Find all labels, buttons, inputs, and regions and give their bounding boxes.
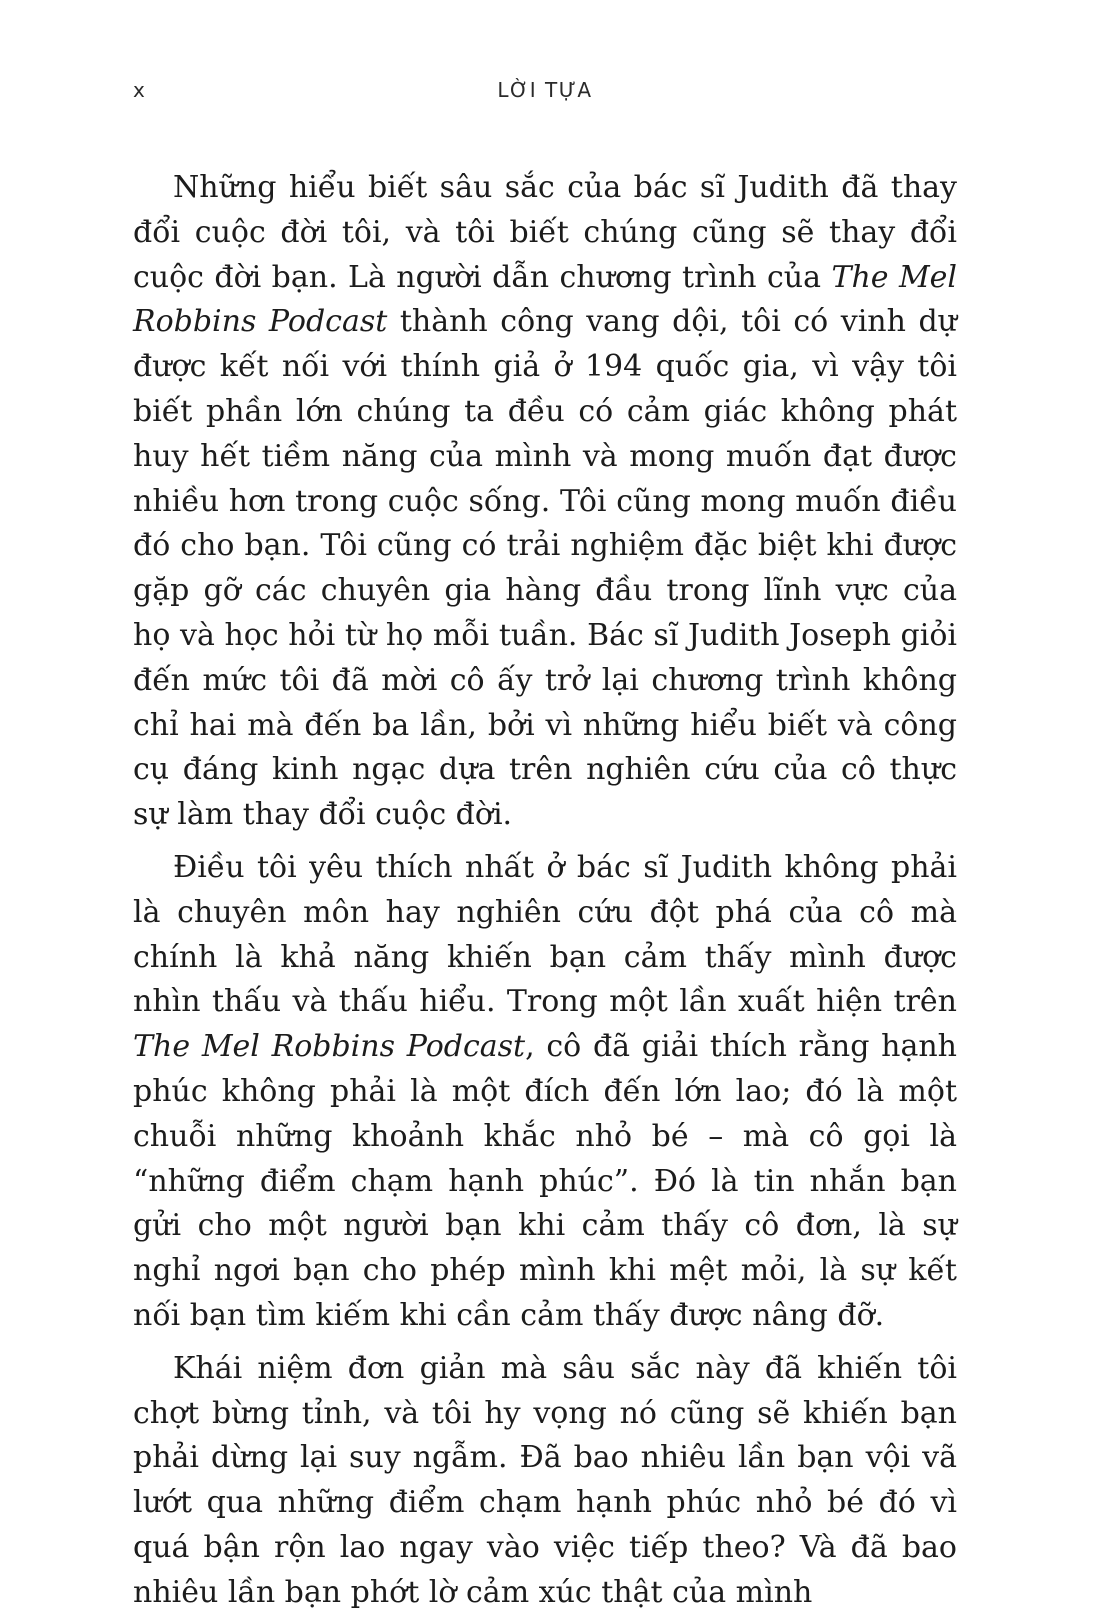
paragraph-1 <box>133 166 957 838</box>
body-text <box>133 166 957 1616</box>
paragraph-3 <box>133 1347 957 1616</box>
text-segment: Điều tôi yêu thích nhất ở bác sĩ Judith không phải là chuyên môn hay nghiên cứu đột phá của cô mà chính là khả năng khiến bạn cảm thấy mình được nhìn thấu và thấu hiểu. Trong một lần xuất hiện trên <box>133 849 957 1020</box>
paragraph-2 <box>133 846 957 1339</box>
running-title: LỜI TỰA <box>497 78 593 102</box>
text-segment: , cô đã giải thích rằng hạnh phúc không phải là một đích đến lớn lao; đó là một chuỗi những khoảnh khắc nhỏ bé – mà cô gọi là “những điểm chạm hạnh phúc”. Đó là tin nhắn bạn gửi cho một người bạn khi cảm thấy cô đơn, là sự nghỉ ngơi bạn cho phép mình khi mệt mỏi, là sự kết nối bạn tìm kiếm khi cần cảm thấy được nâng đỡ. <box>133 1029 957 1333</box>
text-segment: thành công vang dội, tôi có vinh dự được kết nối với thính giả ở 194 quốc gia, vì vậy tôi biết phần lớn chúng ta đều có cảm giác không phát huy hết tiềm năng của mình và mong muốn đạt được nhiều hơn trong cuộc sống. Tôi cũng mong muốn điều đó cho bạn. Tôi cũng có trải nghiệm đặc biệt khi được gặp gỡ các chuyên gia hàng đầu trong lĩnh vực của họ và học hỏi từ họ mỗi tuần. Bác sĩ Judith Joseph giỏi đến mức tôi đã mời cô ấy trở lại chương trình không chỉ hai mà đến ba lần, bởi vì những hiểu biết và công cụ đáng kinh ngạc dựa trên nghiên cứu của cô thực sự làm thay đổi cuộc đời. <box>133 304 958 833</box>
text-segment: Khái niệm đơn giản mà sâu sắc này đã khiến tôi chợt bừng tỉnh, và tôi hy vọng nó cũng sẽ khiến bạn phải dừng lại suy ngẫm. Đã bao nhiêu lần bạn vội vã lướt qua những điểm chạm hạnh phúc nhỏ bé đó vì quá bận rộn lao ngay vào việc tiếp theo? Và đã bao nhiêu lần bạn phớt lờ cảm xúc thật của mình <box>133 1350 957 1610</box>
podcast-title: The Mel Robbins Podcast <box>133 1029 526 1065</box>
text-segment: Những hiểu biết sâu sắc của bác sĩ Judith đã thay đổi cuộc đời tôi, và tôi biết chúng cũng sẽ thay đổi cuộc đời bạn. Là người dẫn chương trình của <box>133 170 957 295</box>
podcast-title: The Mel Robbins Podcast <box>133 259 958 340</box>
running-head <box>133 78 957 108</box>
page-number: x <box>133 78 147 102</box>
